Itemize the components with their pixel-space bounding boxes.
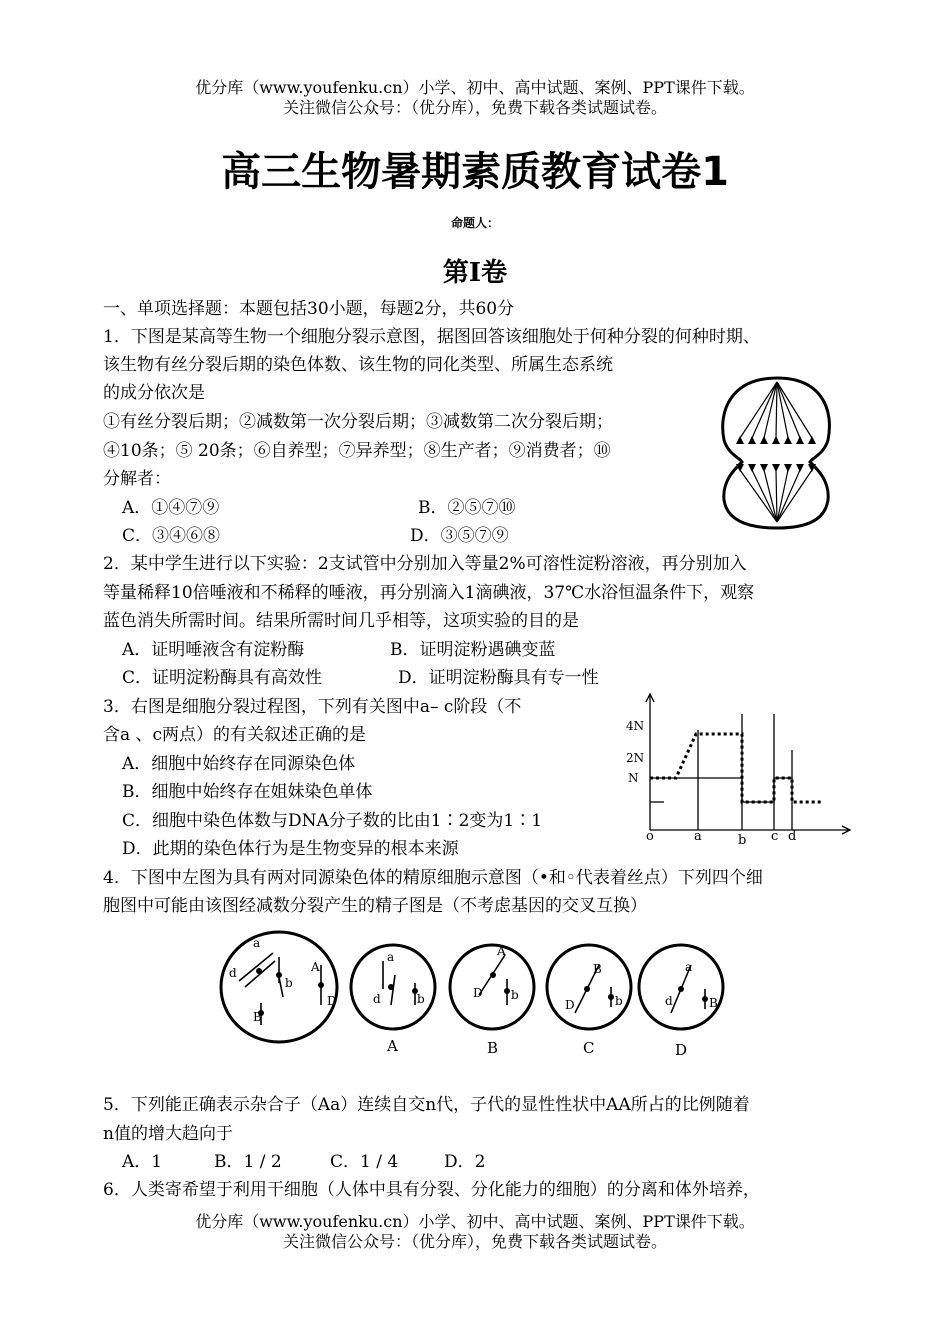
q1-line-5: ④10条；⑤ 20条；⑥自养型；⑦异养型；⑧生产者；⑨消费者；⑩ <box>103 441 611 461</box>
svg-text:d: d <box>373 992 381 1006</box>
graph-xlabel-c: c <box>771 829 779 844</box>
q1-option-a: A．①④⑦⑨ <box>122 498 220 518</box>
q1-line-2: 该生物有丝分裂后期的染色体数、该生物的同化类型、所属生态系统 <box>103 355 613 375</box>
q3-line-1: 3．右图是细胞分裂过程图，下列有关图中a– c阶段（不 <box>103 697 522 717</box>
svg-text:d: d <box>229 966 237 980</box>
q6-line-1: 6．人类寄希望于利用干细胞（人体中具有分裂、分化能力的细胞）的分离和体外培养， <box>103 1180 760 1200</box>
svg-text:b: b <box>615 994 623 1008</box>
q1-line-6: 分解者： <box>103 469 171 489</box>
q4-line-1: 4．下图中左图为具有两对同源染色体的精原细胞示意图（•和◦代表着丝点）下列四个细 <box>103 868 763 888</box>
q2-option-a: A．证明唾液含有淀粉酶 <box>122 640 305 660</box>
graph-xlabel-d: d <box>788 829 797 844</box>
svg-text:a: a <box>387 950 395 964</box>
cell-label-b: B <box>487 1039 499 1057</box>
cell-division-figure <box>712 370 842 535</box>
graph-xlabel-b: b <box>738 833 747 848</box>
svg-text:A: A <box>311 960 320 974</box>
graph-ylabel-2n: 2N <box>626 751 645 765</box>
svg-text:a: a <box>685 960 693 974</box>
q2-line-2: 等量稀释10倍唾液和不稀释的唾液，再分别滴入1滴碘液，37℃水浴恒温条件下，观察 <box>103 583 755 603</box>
footer-line-2: 关注微信公众号：（优分库），免费下载各类试题试卷。 <box>282 1232 667 1251</box>
q5-option-d: D．2 <box>444 1152 486 1172</box>
graph-xlabel-a: a <box>694 829 702 844</box>
q2-line-3: 蓝色消失所需时间。结果所需时间几乎相等，这项实验的目的是 <box>103 611 579 631</box>
cell-label-d: D <box>675 1041 688 1059</box>
svg-text:B: B <box>709 996 718 1010</box>
q3-option-c: C．细胞中染色体数与DNA分子数的比由1∶2变为1∶1 <box>122 811 543 831</box>
svg-text:d: d <box>665 994 673 1008</box>
q2-option-b: B．证明淀粉遇碘变蓝 <box>390 640 556 660</box>
svg-text:D: D <box>473 986 483 1000</box>
q5-option-a: A．1 <box>122 1152 163 1172</box>
svg-text:D: D <box>327 994 337 1008</box>
header-line-1: 优分库（www.youfenku.cn）小学、初中、高中试题、案例、PPT课件下载。 <box>195 78 755 97</box>
q2-option-c: C．证明淀粉酶具有高效性 <box>122 668 323 688</box>
q2-line-1: 2．某中学生进行以下实验：2支试管中分别加入等量2%可溶性淀粉溶液，再分别加入 <box>103 554 747 574</box>
svg-text:A: A <box>497 944 506 958</box>
q1-option-d: D．③⑤⑦⑨ <box>410 526 509 546</box>
svg-text:b: b <box>417 992 425 1006</box>
q5-line-2: n值的增大趋向于 <box>103 1124 233 1144</box>
q1-line-1: 1．下图是某高等生物一个细胞分裂示意图，据图回答该细胞处于何种分裂的何种时期、 <box>103 327 760 347</box>
svg-text:B: B <box>253 1010 262 1024</box>
q3-option-d: D．此期的染色体行为是生物变异的根本来源 <box>122 839 459 859</box>
q3-line-2: 含a 、c两点）的有关叙述正确的是 <box>103 725 367 745</box>
svg-text:a: a <box>253 936 261 950</box>
q4-line-2: 胞图中可能由该图经减数分裂产生的精子图是（不考虑基因的交叉互换） <box>103 896 647 916</box>
graph-xlabel-o: o <box>646 829 654 844</box>
q1-option-b: B．②⑤⑦⑩ <box>418 498 516 518</box>
svg-text:D: D <box>565 998 575 1012</box>
q3-option-a: A．细胞中始终存在同源染色体 <box>122 754 356 774</box>
graph-ylabel-4n: 4N <box>626 719 645 733</box>
page-title: 高三生物暑期素质教育试卷1 <box>221 149 729 195</box>
q1-option-c: C．③④⑥⑧ <box>122 526 221 546</box>
footer-line-1: 优分库（www.youfenku.cn）小学、初中、高中试题、案例、PPT课件下载。 <box>195 1212 755 1231</box>
cell-label-a: A <box>387 1037 398 1055</box>
graph-ylabel-n: N <box>628 771 639 785</box>
q5-option-c: C．1 / 4 <box>330 1152 399 1172</box>
q5-option-b: B．1 / 2 <box>214 1152 282 1172</box>
section-heading: 一、单项选择题：本题包括30小题，每题2分，共60分 <box>103 299 515 319</box>
svg-text:b: b <box>511 988 519 1002</box>
sperm-cell-figures <box>215 925 735 1065</box>
svg-text:b: b <box>285 976 293 990</box>
volume-heading: 第Ⅰ卷 <box>442 258 508 288</box>
dna-chromosome-graph <box>622 690 857 848</box>
q3-option-b: B．细胞中始终存在姐妹染色单体 <box>122 782 373 802</box>
author-line: 命题人： <box>450 216 499 230</box>
q1-line-3: 的成分依次是 <box>103 383 205 403</box>
q5-line-1: 5．下列能正确表示杂合子（Aa）连续自交n代，子代的显性性状中AA所占的比例随着 <box>103 1095 750 1115</box>
q1-line-4: ①有丝分裂后期；②减数第一次分裂后期；③减数第二次分裂后期； <box>103 412 613 432</box>
svg-text:B: B <box>593 962 602 976</box>
q2-option-d: D．证明淀粉酶具有专一性 <box>398 668 599 688</box>
cell-label-c: C <box>583 1039 595 1057</box>
header-line-2: 关注微信公众号：（优分库），免费下载各类试题试卷。 <box>282 98 667 117</box>
